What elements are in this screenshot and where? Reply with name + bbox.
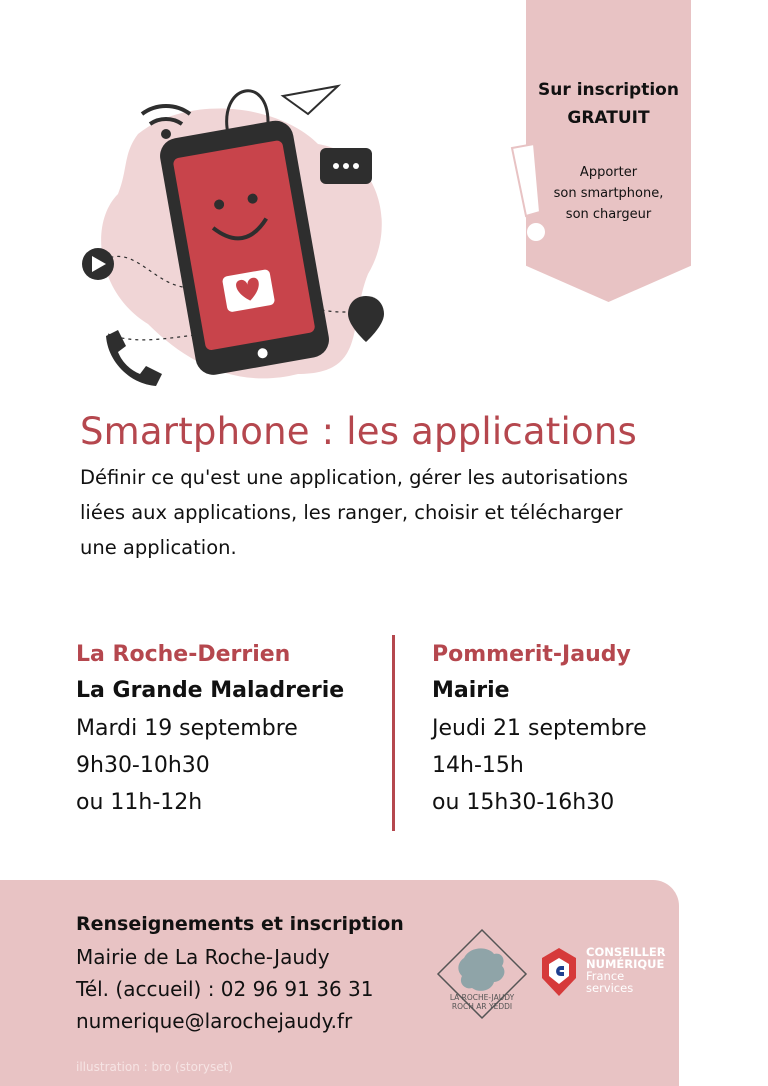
banner-heading <box>526 76 691 132</box>
conseiller-numerique-text <box>586 946 666 994</box>
illustration-credit: illustration : bro (storyset) <box>76 1060 233 1074</box>
description <box>80 460 720 565</box>
smartphone-illustration <box>78 74 398 394</box>
location-block-right <box>432 638 742 821</box>
location-date: Mardi 19 septembre <box>76 716 298 741</box>
banner-line-1: Sur inscription <box>538 80 679 100</box>
location-date: Jeudi 21 septembre <box>432 716 647 741</box>
banner-note <box>526 162 691 225</box>
contact-phone: Tél. (accueil) : 02 96 91 36 31 <box>76 977 374 1001</box>
contact-email: numerique@larochejaudy.fr <box>76 1009 353 1033</box>
contact-mairie: Mairie de La Roche-Jaudy <box>76 945 330 969</box>
description-line: une application. <box>80 536 237 559</box>
phone-call-icon <box>106 330 162 386</box>
location-time-1: 9h30-10h30 <box>76 753 210 778</box>
cn-line-1: CONSEILLER <box>586 945 666 959</box>
crest-caption <box>436 993 528 1011</box>
cn-line-3: France <box>586 969 625 983</box>
contact-heading: Renseignements et inscription <box>76 913 404 935</box>
location-block-left <box>76 638 386 821</box>
chat-bubble-icon <box>320 148 372 184</box>
location-time-2: ou 11h-12h <box>76 790 203 815</box>
location-town: Pommerit-Jaudy <box>432 642 631 667</box>
location-town: La Roche-Derrien <box>76 642 291 667</box>
location-venue: La Grande Maladrerie <box>76 678 345 703</box>
cn-line-4: services <box>586 981 634 995</box>
location-time-2: ou 15h30-16h30 <box>432 790 615 815</box>
banner-note-1: Apporter <box>579 165 638 180</box>
description-line: Définir ce qu'est une application, gérer les autorisations <box>80 466 629 489</box>
location-time-1: 14h-15h <box>432 753 524 778</box>
banner-note-2: son smartphone, <box>553 186 664 201</box>
paper-plane-icon <box>283 86 338 114</box>
crest-text-1: LA ROCHE-JAUDY <box>449 993 515 1002</box>
banner-line-2: GRATUIT <box>567 108 650 128</box>
crest-text-2: ROCH AR YEDDI <box>451 1002 513 1011</box>
location-divider <box>392 635 395 831</box>
conseiller-numerique-icon <box>540 946 578 998</box>
page-title: Smartphone : les applications <box>80 410 637 453</box>
description-line: liées aux applications, les ranger, choisir et télécharger <box>80 501 623 524</box>
play-icon <box>82 248 114 280</box>
cn-line-2: NUMÉRIQUE <box>586 957 665 971</box>
location-venue: Mairie <box>432 678 510 703</box>
banner-note-3: son chargeur <box>565 207 652 222</box>
